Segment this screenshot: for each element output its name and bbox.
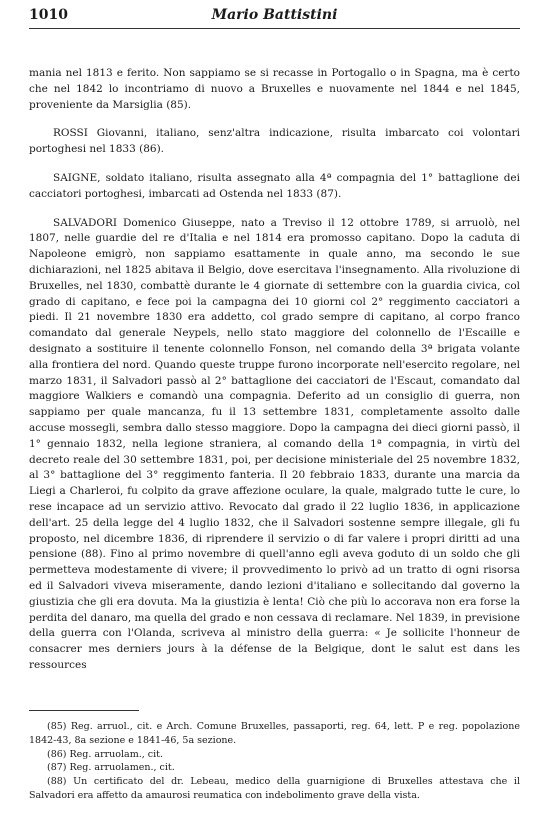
- footnote-85: (85) Reg. arruol., cit. e Arch. Comune Bruxelles, passaporti, reg. 64, lett. P e reg. popolazione 1842-43, 8a sezione e 1841-46, 5a sezione.: [29, 721, 520, 746]
- footnote-88: (88) Un certificato del dr. Lebeau, medico della guarnigione di Bruxelles attestava che il Salvadori era affetto da amaurosi reumatica con indebolimento grave della vista.: [29, 776, 520, 801]
- paragraph-salvadori: SALVADORI Domenico Giuseppe, nato a Treviso il 12 ottobre 1789, si arruolò, nel 1807, nelle guardie del re d'Italia e nel 1814 era promosso capitano. Dopo la caduta di Napoleone emigrò, non sappiamo esattamente in quale anno, ma secondo le sue dichiarazioni, nel 1825 abitava il Belgio, dove esercitava l'insegnamento. Alla rivoluzione di Bruxelles, nel 1830, combattè durante le 4 giornate di settembre con la guardia civica, col grado di capitano, e fece poi la campagna dei 10 giorni col 2° reggimento cacciatori a piedi. Il 21 novembre 1830 era addetto, col grado sempre di capitano, al corpo franco comandato dal generale Neypels, nello stato maggiore del colonnello de l'Escaille e designato a sostituire il tenente colonnello Fonson, nel comando della 3ª brigata volante alla frontiera del nord. Quando queste truppe furono incorporate nell'esercito regolare, nel marzo 1831, il Salvadori passò al 2° battaglione dei cacciatori de l'Escaut, comandato dal maggiore Walkiers e comandò una compagnia. Deferito ad un consiglio di guerra, non sappiamo per quale mancanza, fu il 13 settembre 1831, completamente assolto dalle accuse mossegli, sembra dallo stesso maggiore. Dopo la campagna dei dieci giorni passò, il 1° gennaio 1832, nella legione straniera, al comando della 1ª compagnia, in virtù del decreto reale del 30 settembre 1831, poi, per decisione ministeriale del 25 novembre 1832, al 3° battaglione del 3° reggimento fanteria. Il 20 febbraio 1833, durante una marcia da Liegi a Charleroi, fu colpito da grave affezione oculare, la quale, malgrado tutte le cure, lo rese incapace ad un servizio attivo. Revocato dal grado il 22 luglio 1836, in applicazione dell'art. 25 della legge del 4 luglio 1832, che il Salvadori sostenne sempre illegale, gli fu proposto, nel dicembre 1836, di riprendere il servizio o di far valere i propri diritti ad una pensione (88). Fino al primo novembre di quell'anno egli aveva goduto di un soldo che gli permetteva modestamente di vivere; il provvedimento lo privò ad un tratto di ogni risorsa ed il Salvadori viveva miseramente, dando lezioni d'italiano e sollecitando dal governo la giustizia che gli era dovuta. Ma la giustizia è lenta! Ciò che più lo accorava non era forse la perdita del danaro, ma quella del grado e non cessava di reclamare. Nel 1839, in previsione della guerra con l'Olanda, scriveva al ministro della guerra: « Je sollicite l'honneur de consacrer mes derniers jours à la défense de la Belgique, dont le salut est dans les ressources: [29, 216, 520, 671]
- running-head: Mario Battistini: [211, 7, 338, 23]
- paragraph-rossi: ROSSI Giovanni, italiano, senz'altra indicazione, risulta imbarcato coi volontari portoghesi nel 1833 (86).: [29, 127, 520, 156]
- paragraph-saigne: SAIGNE, soldato italiano, risulta assegnato alla 4ª compagnia del 1° battaglione dei cacciatori portoghesi, imbarcati ad Ostenda nel 1833 (87).: [29, 171, 520, 200]
- header-rule: [29, 28, 520, 29]
- footnote-86: (86) Reg. arruolam., cit.: [47, 748, 163, 760]
- main-text: [29, 66, 520, 674]
- page-header: [29, 5, 520, 29]
- footnotes: [29, 720, 520, 803]
- footnote-rule: [29, 710, 139, 711]
- page-number: 1010: [29, 7, 68, 23]
- paragraph-continuation: mania nel 1813 e ferito. Non sappiamo se si recasse in Portogallo o in Spagna, ma è certo che nel 1842 lo incontriamo di nuovo a Bruxelles e nuovamente nel 1844 e nel 1845, proveniente da Marsiglia (85).: [29, 67, 520, 111]
- footnote-87: (87) Reg. arruolamen., cit.: [47, 762, 175, 774]
